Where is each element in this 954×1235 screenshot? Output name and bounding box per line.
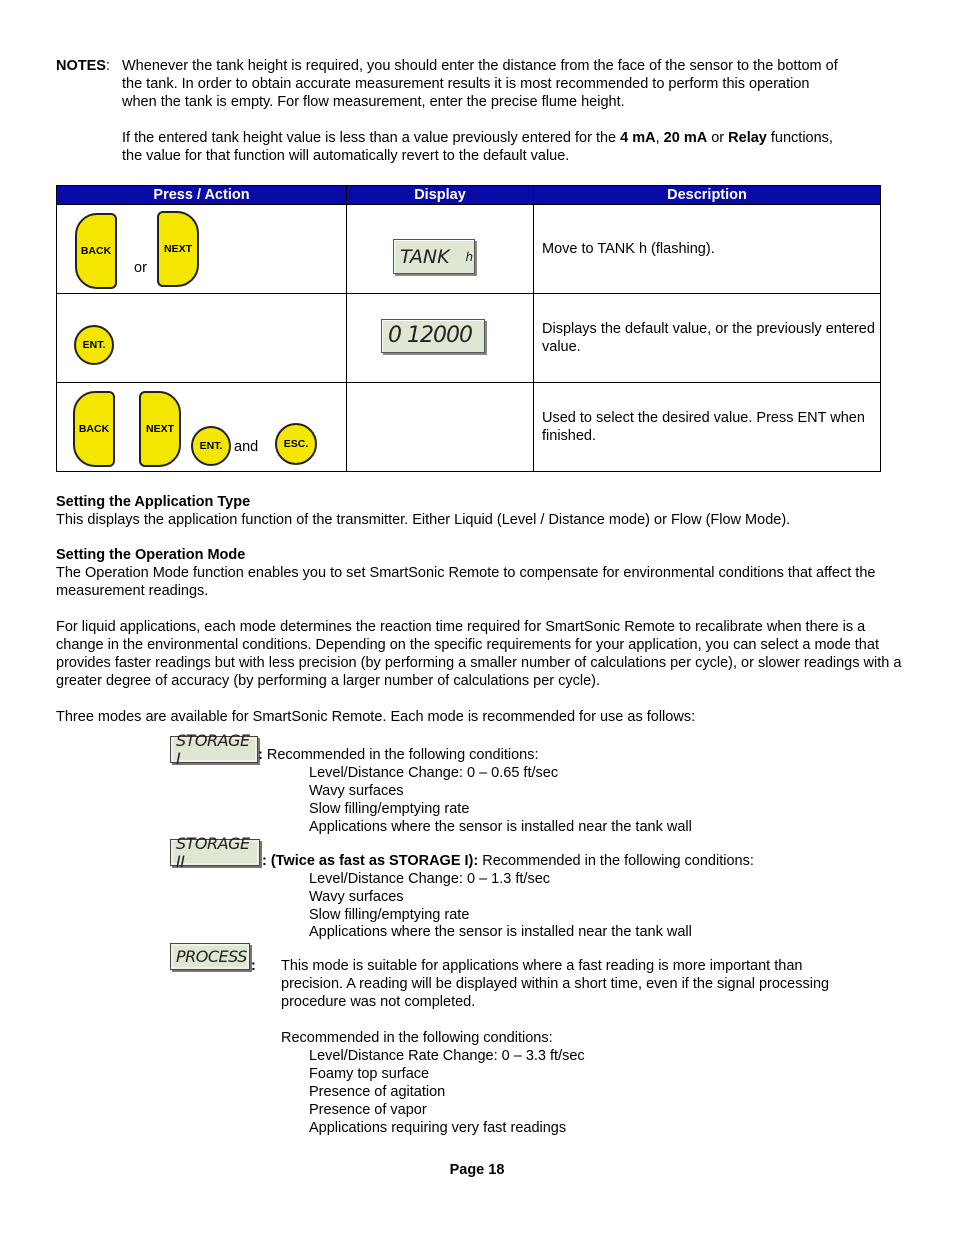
storage-1-intro-text: Recommended in the following conditions: (262, 747, 539, 763)
notes-p2-4ma: 4 mA (620, 130, 656, 146)
process-item: Applications requiring very fast readings (309, 1120, 567, 1136)
storage-1-intro (258, 746, 539, 764)
storage-1-item: Level/Distance Change: 0 – 0.65 ft/sec (309, 765, 559, 781)
storage-1-item: Applications where the sensor is installed near the tank wall (309, 819, 692, 835)
notes-block (56, 57, 110, 75)
press-cell (57, 205, 347, 294)
storage-2-item: Level/Distance Change: 0 – 1.3 ft/sec (309, 871, 551, 887)
storage-2-item: Applications where the sensor is installed near the tank wall (309, 924, 692, 940)
process-lcd: PROCESS (170, 943, 250, 970)
process-item: Presence of vapor (309, 1102, 427, 1118)
storage-2-item: Wavy surfaces (309, 889, 404, 905)
storage-2-intro (262, 852, 754, 870)
op-mode-p3: Three modes are available for SmartSonic Remote. Each mode is recommended for use as follows: (56, 709, 696, 725)
display-cell (347, 294, 534, 383)
ent-key[interactable]: ENT. (191, 426, 231, 466)
storage-1-colon: : (258, 747, 263, 763)
process-desc-line-2: precision. A reading will be displayed within a short time, even if the signal processing (281, 976, 830, 992)
storage-1-item: Wavy surfaces (309, 783, 404, 799)
storage-2-intro-text: Recommended in the following conditions: (478, 853, 754, 869)
notes-text (122, 57, 912, 165)
notes-p2-start: If the entered tank height value is less than a value previously entered for the (122, 130, 621, 146)
table-row (57, 294, 881, 383)
table-row (57, 383, 881, 472)
notes-p2-relay: Relay (728, 130, 767, 146)
process-intro: Recommended in the following conditions: (281, 1030, 553, 1046)
storage-2-lcd: STORAGE II (170, 839, 260, 866)
page-number: Page 18 (449, 1162, 505, 1178)
header-display: Display (347, 186, 534, 205)
process-desc-line-1: This mode is suitable for applications where a fast reading is more important than (281, 958, 803, 974)
process-colon: : (251, 958, 256, 974)
notes-p2-20ma: 20 mA (663, 130, 708, 146)
or-label: or (134, 260, 147, 276)
ent-key[interactable]: ENT. (74, 325, 114, 365)
notes-line-2: the tank. In order to obtain accurate measurement results it is most recommended to perform this operation (122, 76, 810, 92)
description-cell: Displays the default value, or the previously entered value. (534, 294, 881, 383)
display-cell (347, 205, 534, 294)
storage-1-lcd: STORAGE I (170, 736, 258, 763)
next-key[interactable]: NEXT (157, 211, 199, 287)
press-cell (57, 294, 347, 383)
process-item: Level/Distance Rate Change: 0 – 3.3 ft/sec (309, 1048, 585, 1064)
app-type-heading: Setting the Application Type (56, 494, 251, 510)
notes-paragraph-2 (122, 129, 912, 147)
lcd-h-text: h (465, 249, 474, 264)
header-description: Description (534, 186, 881, 205)
lcd-tank-h (393, 239, 475, 274)
process-item: Presence of agitation (309, 1084, 446, 1100)
and-label: and (234, 439, 259, 455)
table-row (57, 205, 881, 294)
notes-line-3: when the tank is empty. For flow measurement, enter the precise flume height. (122, 94, 625, 110)
display-cell (347, 383, 534, 472)
lcd-value: 0 12000 (381, 319, 485, 353)
storage-2-item: Slow filling/emptying rate (309, 907, 470, 923)
notes-colon: : (105, 58, 110, 74)
esc-key[interactable]: ESC. (275, 423, 317, 465)
notes-line-1: Whenever the tank height is required, you should enter the distance from the face of the sensor to the bottom of (122, 58, 838, 74)
action-table (56, 185, 881, 472)
back-key[interactable]: BACK (73, 391, 115, 467)
description-cell: Used to select the desired value. Press ENT when finished. (534, 383, 881, 472)
op-mode-p1: The Operation Mode function enables you to set SmartSonic Remote to compensate for environmental conditions that affect the measurement readings. (56, 565, 876, 599)
next-key[interactable]: NEXT (139, 391, 181, 467)
notes-p2-comma: , (655, 130, 664, 146)
process-desc-line-3: procedure was not completed. (281, 994, 476, 1010)
op-mode-p2: For liquid applications, each mode determines the reaction time required for SmartSonic Remote to recalibrate when there is a change in the environmental conditions. Depending on the specific requirements for your application, you can select a mode that provides faster readings but with less precision (by performing a smaller number of calculations per cycle), or slower readings with a greater degree of accuracy (by performing a larger number of calculations per cycle). (56, 619, 902, 689)
press-cell (57, 383, 347, 472)
header-press-action: Press / Action (57, 186, 347, 205)
notes-p2-end: functions, (766, 130, 833, 146)
notes-label: NOTES (56, 58, 106, 74)
process-item: Foamy top surface (309, 1066, 430, 1082)
storage-1-item: Slow filling/emptying rate (309, 801, 470, 817)
app-type-text: This displays the application function of the transmitter. Either Liquid (Level / Distance mode) or Flow (Flow Mode). (56, 512, 791, 528)
lcd-tank-text: TANK (400, 245, 450, 268)
notes-p2-line-2: the value for that function will automatically revert to the default value. (122, 148, 570, 164)
back-key[interactable]: BACK (75, 213, 117, 289)
storage-2-bold-intro: : (Twice as fast as STORAGE I): (262, 853, 479, 869)
notes-p2-or: or (707, 130, 729, 146)
table-header-row (57, 186, 881, 205)
op-mode-heading: Setting the Operation Mode (56, 547, 246, 563)
description-cell: Move to TANK h (flashing). (534, 205, 881, 294)
